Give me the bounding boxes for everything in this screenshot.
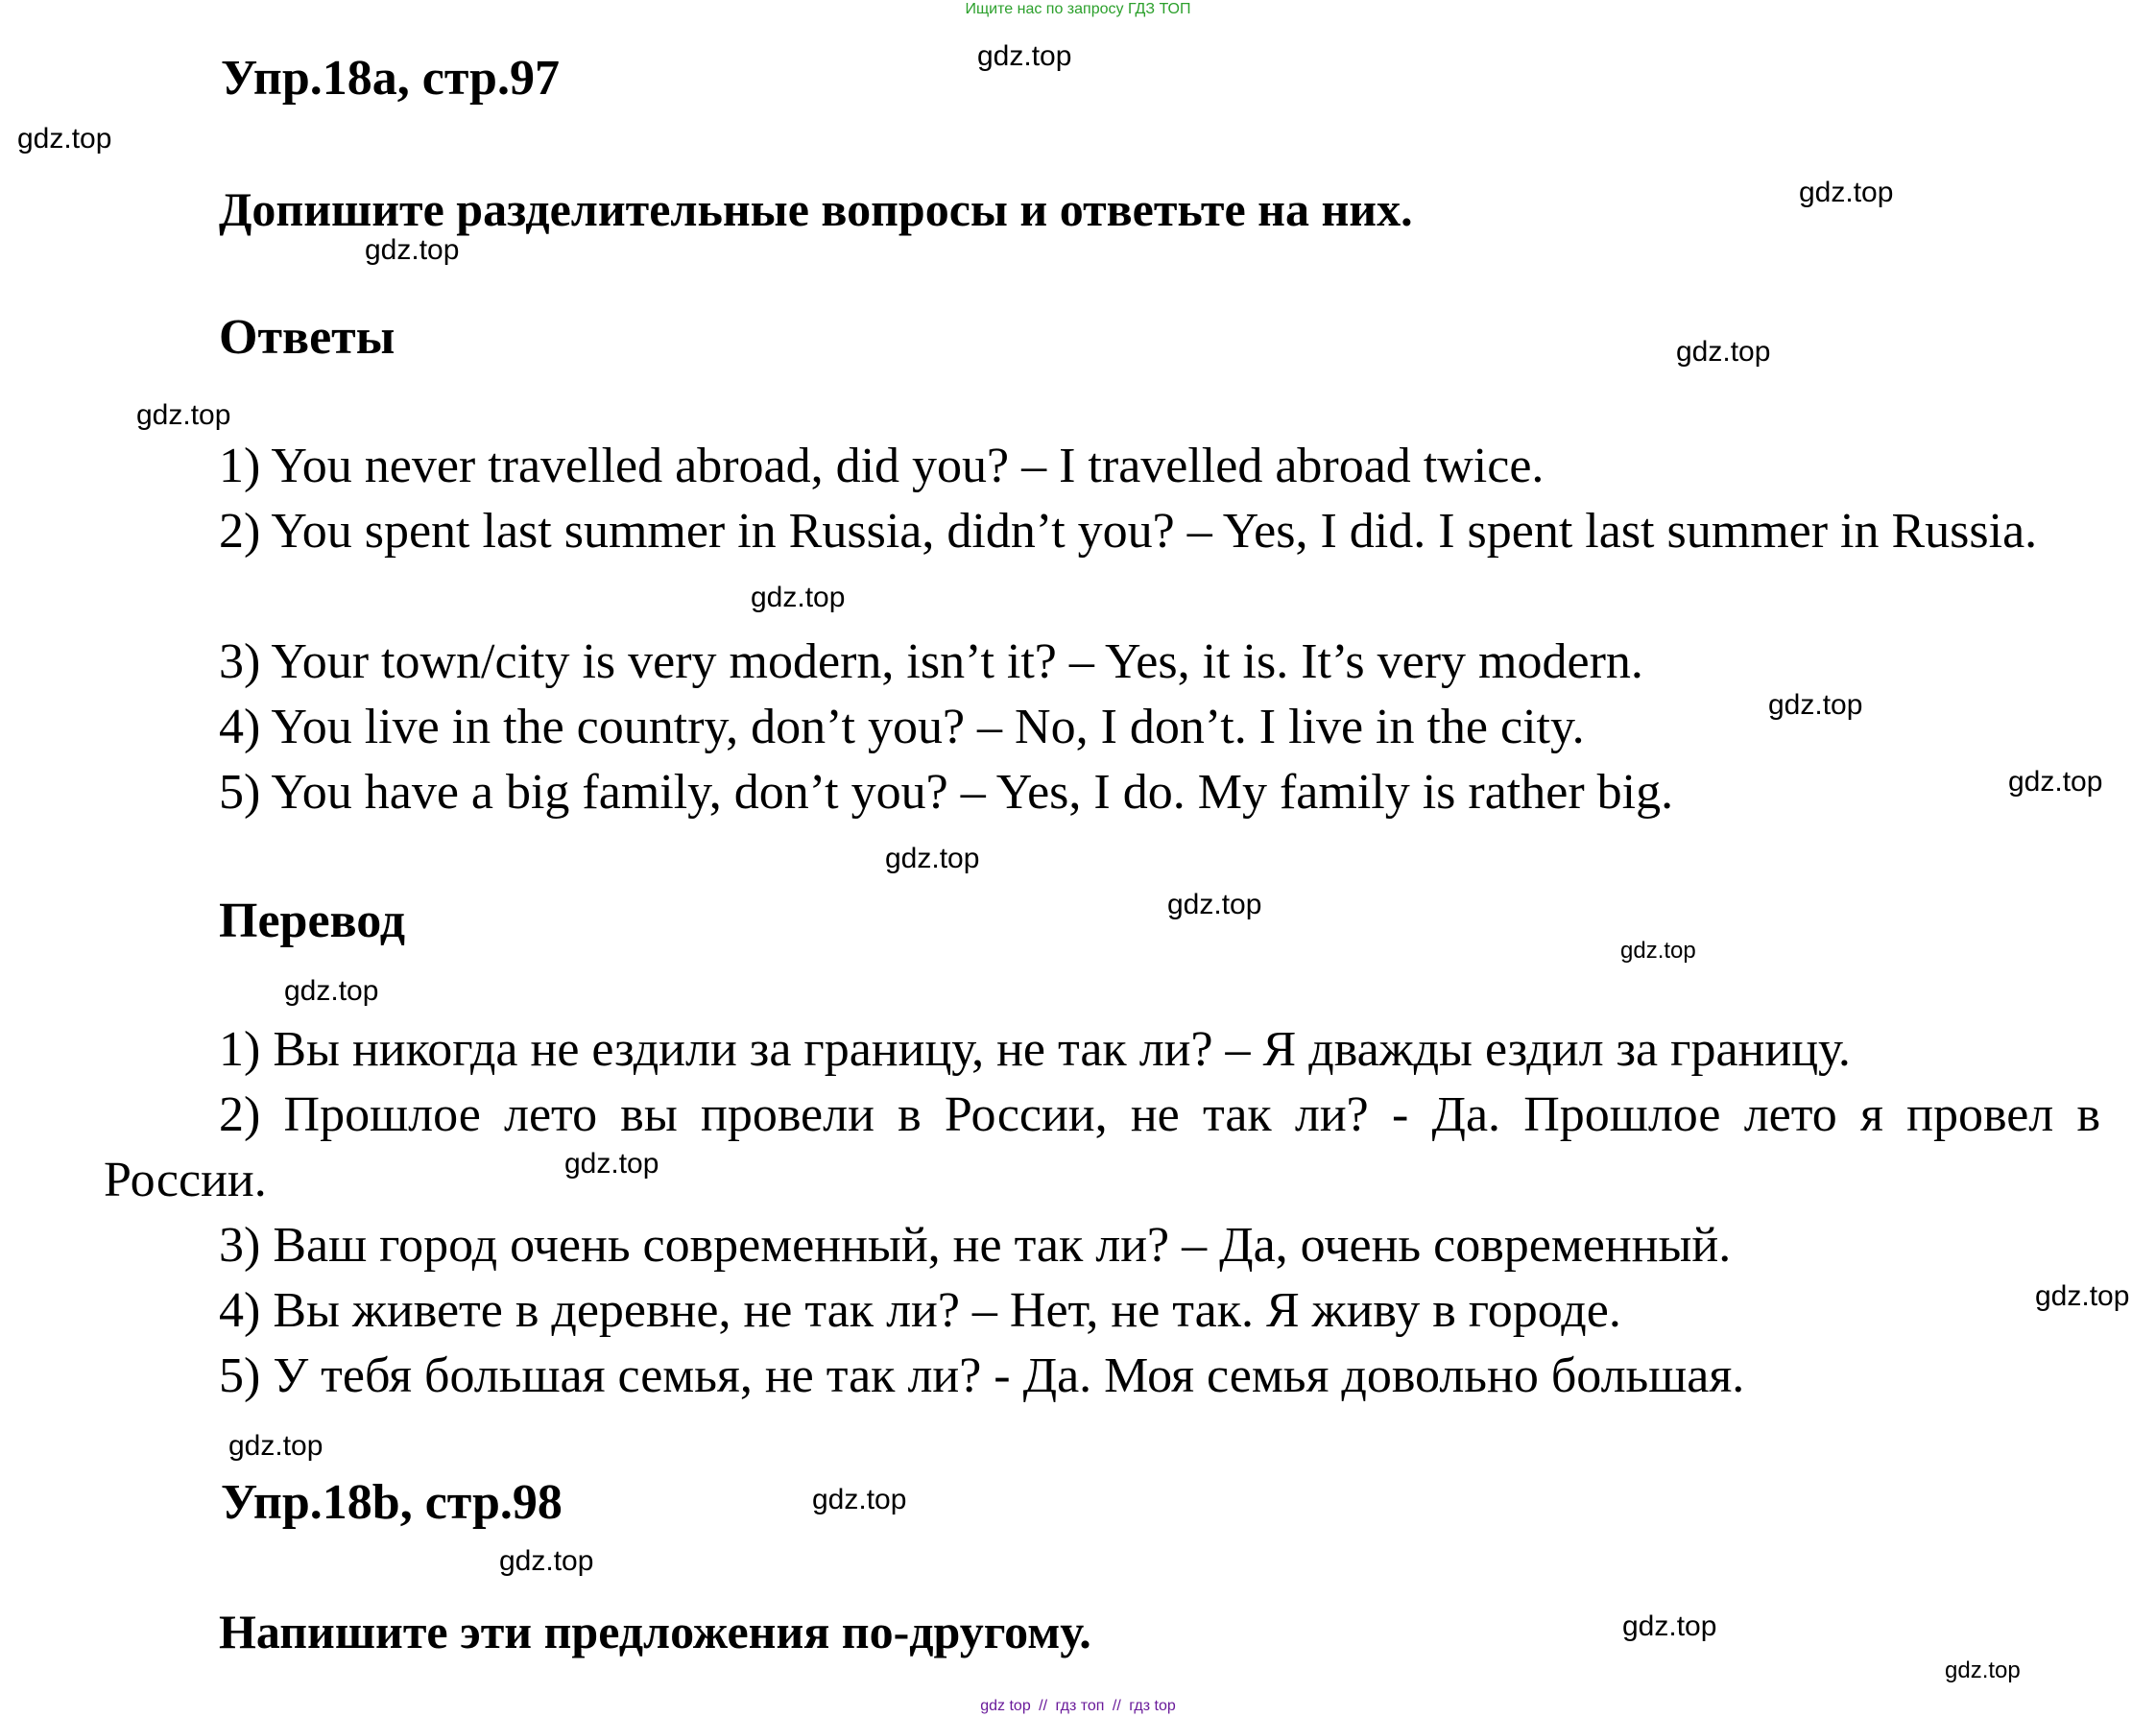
exercise-18b-instruction: Напишите эти предложения по-другому.	[219, 1605, 1091, 1658]
translation-item-4: 4) Вы живете в деревне, не так ли? – Нет, не так. Я живу в городе.	[219, 1283, 1621, 1338]
translation-item-1: 1) Вы никогда не ездили за границу, не так ли? – Я дважды ездил за границу.	[219, 1022, 1851, 1077]
translation-title: Перевод	[219, 894, 406, 948]
answer-item-4: 4) You live in the country, don’t you? – No, I don’t. I live in the city.	[219, 700, 1585, 754]
watermark: gdz.top	[1167, 889, 1262, 920]
watermark: gdz.top	[17, 123, 112, 155]
watermark: gdz.top	[751, 582, 846, 613]
top-banner[interactable]: Ищите нас по запросу ГДЗ ТОП	[965, 1, 1191, 17]
answer-item-1: 1) You never travelled abroad, did you? – I travelled abroad twice.	[219, 439, 1545, 493]
footer-link-gdz-top-mixed[interactable]: гдз top	[1129, 1698, 1176, 1714]
footer-link-gdz-top[interactable]: gdz top	[980, 1698, 1031, 1714]
exercise-18b-heading: Упр.18b, стр.98	[221, 1475, 563, 1530]
watermark: gdz.top	[228, 1430, 323, 1462]
watermark: gdz.top	[284, 975, 379, 1007]
watermark: gdz.top	[1799, 177, 1894, 208]
watermark: gdz.top	[365, 234, 460, 266]
watermark: gdz.top	[499, 1545, 594, 1577]
watermark: gdz.top	[812, 1484, 907, 1515]
translation-item-3: 3) Ваш город очень современный, не так ли? – Да, очень современный.	[219, 1218, 1732, 1273]
watermark: gdz.top	[2008, 766, 2103, 798]
footer-links[interactable]	[0, 1697, 2156, 1716]
watermark: gdz.top	[564, 1148, 659, 1180]
watermark: gdz.top	[885, 843, 980, 874]
watermark: gdz.top	[1622, 1610, 1717, 1642]
watermark: gdz.top	[1945, 1657, 2021, 1683]
exercise-18a-instruction: Допишите разделительные вопросы и ответьте на них.	[219, 182, 1413, 236]
footer-separator: //	[1039, 1698, 1048, 1714]
watermark: gdz.top	[977, 40, 1072, 72]
answer-item-3: 3) Your town/city is very modern, isn’t it? – Yes, it is. It’s very modern.	[219, 634, 1643, 689]
watermark: gdz.top	[136, 399, 231, 431]
answer-item-5: 5) You have a big family, don’t you? – Yes, I do. My family is rather big.	[219, 765, 1674, 820]
watermark: gdz.top	[1620, 938, 1696, 964]
answer-item-2: 2) You spent last summer in Russia, didn’t you? – Yes, I did. I spent last summer in Russia.	[219, 504, 2038, 559]
answers-title: Ответы	[219, 310, 395, 365]
watermark: gdz.top	[1768, 689, 1863, 721]
watermark: gdz.top	[2035, 1280, 2130, 1312]
watermark: gdz.top	[1676, 336, 1771, 368]
translation-item-2: 2) Прошлое лето вы провели в России, не так ли? - Да. Прошлое лето я провел в России.	[104, 1087, 2100, 1207]
footer-separator: //	[1112, 1698, 1121, 1714]
translation-item-5: 5) У тебя большая семья, не так ли? - Да. Моя семья довольно большая.	[219, 1348, 1745, 1403]
exercise-18a-heading: Упр.18a, стр.97	[221, 51, 560, 106]
footer-link-gdz-top-ru[interactable]: гдз топ	[1055, 1698, 1105, 1714]
